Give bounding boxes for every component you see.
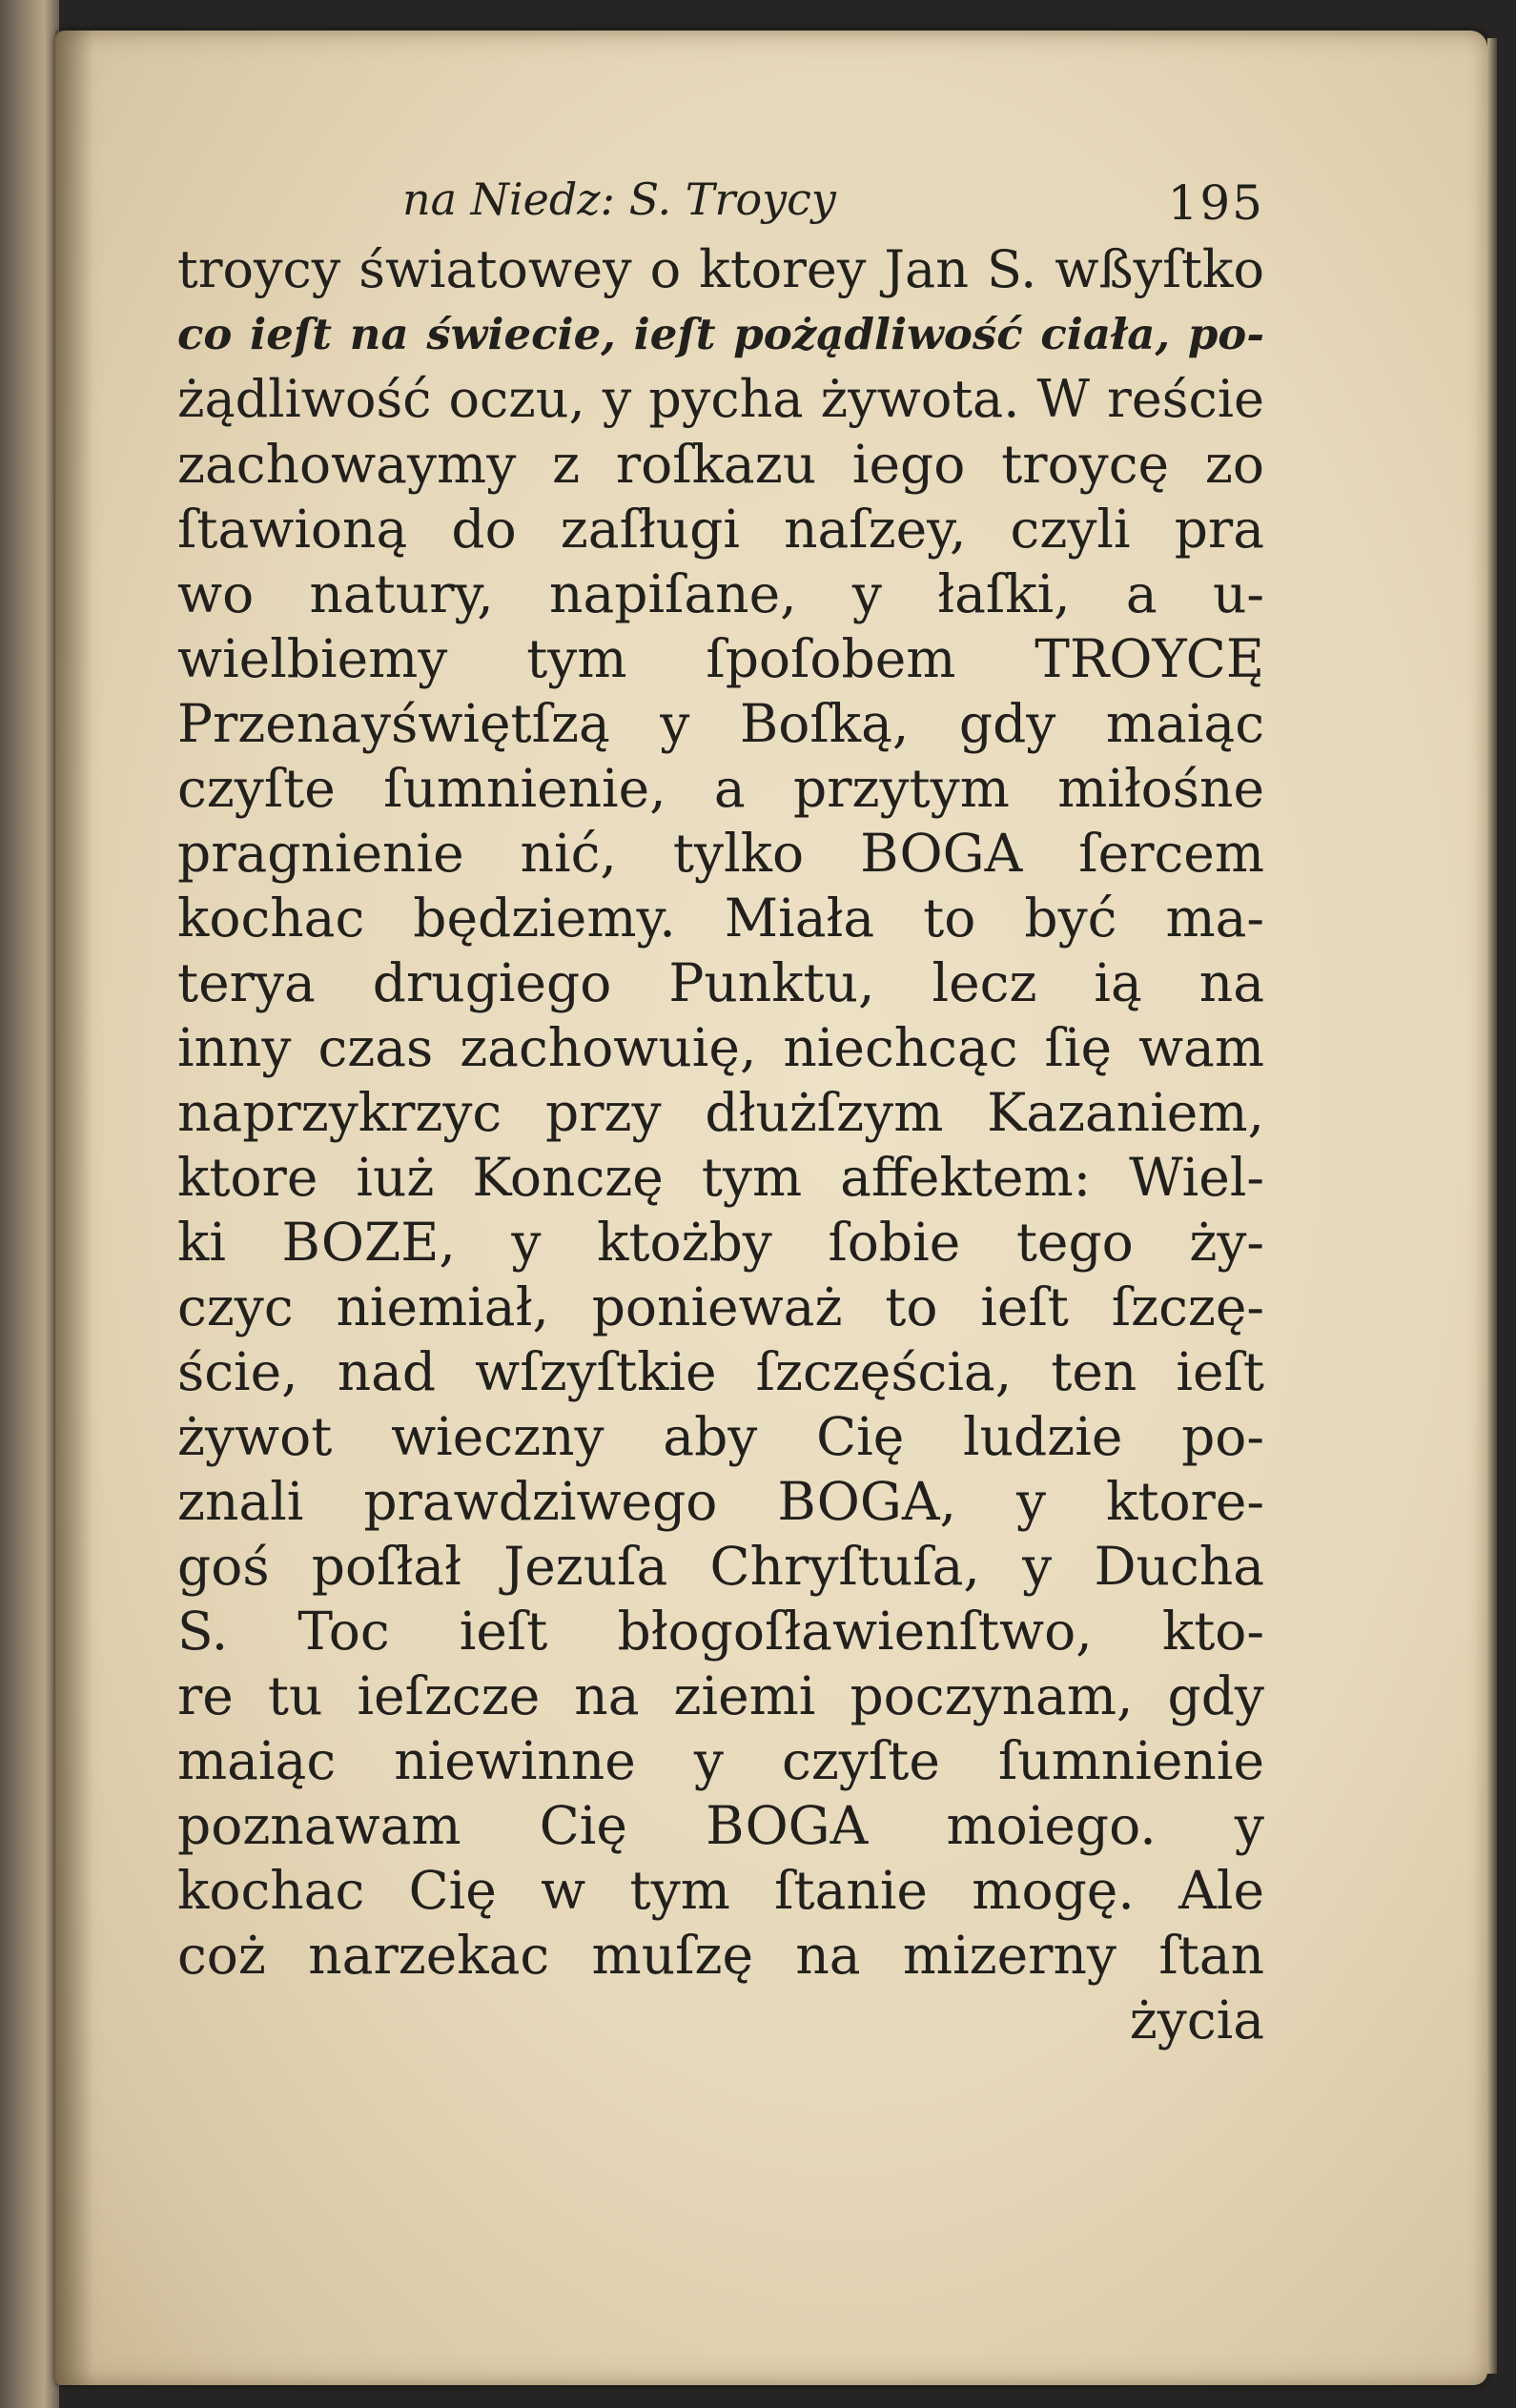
text-line-27: coż narzekac muſzę na mizerny ſtan: [177, 1925, 1264, 1986]
text-line-22: S. Toc ieſt błogoſławienſtwo, kto-: [177, 1601, 1264, 1662]
text-line-21: goś poſłał Jezuſa Chryſtuſa, y Ducha: [177, 1536, 1264, 1597]
text-line-24: maiąc niewinne y czyſte ſumnienie: [177, 1730, 1264, 1791]
text-line-10: pragnienie nić, tylko BOGA ſercem: [177, 823, 1264, 884]
text-line-20: znali prawdziwego BOGA, y ktore-: [177, 1471, 1264, 1532]
text-line-1: troycy światowey o ktorey Jan S. wßyſtko: [177, 239, 1264, 299]
text-line-8: Przenayświętſzą y Boſką, gdy maiąc: [177, 693, 1264, 754]
running-header: [177, 162, 1264, 238]
text-line-12: terya drugiego Punktu, lecz ią na: [177, 952, 1264, 1013]
page-edge: [1487, 38, 1497, 2374]
text-line-2: co ieſt na świecie, ieſt pożądliwość ciała, po-: [177, 309, 1264, 359]
facing-page-edge: [0, 0, 59, 2408]
catchword: życia: [1129, 1990, 1264, 2051]
text-line-3: żądliwość oczu, y pycha żywota. W reście: [177, 369, 1264, 429]
text-line-14: naprzykrzyc przy dłużſzym Kazaniem,: [177, 1082, 1264, 1143]
text-line-7: wielbiemy tym ſpoſobem TROYCĘ: [177, 628, 1264, 689]
text-line-18: ście, nad wſzyſtkie ſzczęścia, ten ieſt: [177, 1341, 1264, 1402]
text-line-17: czyc niemiał, ponieważ to ieſt ſzczę-: [177, 1276, 1264, 1337]
text-line-4: zachowaymy z roſkazu iego troycę zo: [177, 434, 1264, 495]
text-line-26: kochac Cię w tym ſtanie mogę. Ale: [177, 1860, 1264, 1921]
spine-shadow: [55, 31, 93, 2385]
text-line-23: re tu ieſzcze na ziemi poczynam, gdy: [177, 1665, 1264, 1726]
text-line-13: inny czas zachowuię, niechcąc ſię wam: [177, 1017, 1264, 1078]
text-line-25: poznawam Cię BOGA moiego. y: [177, 1795, 1264, 1856]
text-line-15: ktore iuż Konczę tym affektem: Wiel-: [177, 1147, 1264, 1208]
text-line-6: wo natury, napiſane, y łaſki, a u-: [177, 563, 1264, 624]
text-line-9: czyſte ſumnienie, a przytym miłośne: [177, 758, 1264, 819]
page-number: 195: [1167, 175, 1264, 231]
running-title: na Niedz: S. Troycy: [402, 173, 836, 225]
text-line-16: ki BOZE, y ktożby ſobie tego ży-: [177, 1212, 1264, 1273]
text-line-5: ſtawioną do zaſługi naſzey, czyli pra: [177, 499, 1264, 560]
text-line-11: kochac będziemy. Miała to być ma-: [177, 888, 1264, 949]
text-line-19: żywot wieczny aby Cię ludzie po-: [177, 1406, 1264, 1467]
text-block: [177, 162, 1264, 2212]
